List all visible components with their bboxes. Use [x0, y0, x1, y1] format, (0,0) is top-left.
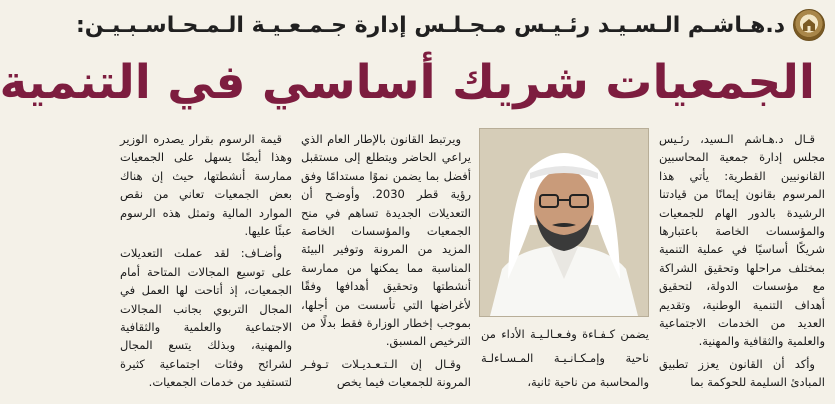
portrait-image-icon — [480, 129, 648, 316]
paragraph: قـال د.هـاشم الـسيد، رئـيس مجلس إدارة جمعية المحاسبين القانونيين القطرية: يأتي هذا المرسوم بقانون إيمانًا من قيادتنا الرشيدة بالدور الهام للجمعيات والمؤسسات الخاصة باعتبارها شريكًا أساسيًا في عملية التنمية بمختلف مراحلها وتحقيق الشراكة مع مؤسسات الدولة، لتحقيق أهداف التنمية الوطنية، وتقديم العديد من الخدمات الاجتماعية والعلمية والثقافية والمهنية. — [659, 132, 825, 349]
building-icon — [800, 16, 818, 34]
kicker-text: د.هـاشـم الـسـيـد رئـيـس مـجـلـس إدارة جـمـعـيـة الـمـحـاسـبـيـن: — [75, 12, 785, 38]
paragraph: وقـال إن الـتـعـديـلات تـوفـر المرونة للجمعيات فيما يخص — [301, 356, 471, 390]
article-column-3 — [301, 130, 471, 400]
article-column-1 — [659, 130, 825, 400]
kicker-bar — [75, 8, 825, 42]
paragraph: وأكد أن القانون يعزز تطبيق المبادئ السليمة للحوكمة بما — [659, 356, 825, 390]
association-logo-icon — [793, 9, 825, 41]
paragraph: وأضـاف: لقد عملت التعديلات على توسيع المجالات المتاحة أمام الجمعيات، إذ أتاحت لها العمل في المجال التربوي بجانب المجالات الاجتماعية والعلمية والثقافية والمهنية، وبذلك يتسع المجال لشرائح وفئات اجتماعية كثيرة لتستفيد من خدمات الجمعيات. — [120, 246, 292, 390]
article-column-4 — [120, 130, 292, 400]
portrait-photo — [479, 128, 649, 317]
headline: الجمعيات شريك أساسي في التنمية — [0, 55, 815, 110]
paragraph: قيمة الرسوم بقرار يصدره الوزير وهذا أيضًا يسهل على الجمعيات ممارسة أنشطتها، حيث إن هناك بعض الجمعيات تعاني من نقص الموارد المالية وتمثل هذه الرسوم عبئًا عليها. — [120, 132, 292, 239]
paragraph: ويرتبط القانون بالإطار العام الذي يراعي الحاضر ويتطلع إلى مستقبل أفضل بما يضمن نموًا مستدامًا وفق رؤية قطر 2030. وأوضـح أن التعديلات الجديدة تساهم في منح الجمعيات والمؤسسات الخاصة المزيد من المرونة وتوفير البيئة المناسبة مما يمكنها من ممارسة أنشطتها وتحقيق أهدافها وفقًا لأغراضها التي تأسست من أجلها، بموجب إخطار الوزارة فقط بدلًا من الترخيص المسبق. — [301, 132, 471, 349]
photo-column-text: يضمن كـفـاءة وفـعـالـيـة الأداء من ناحية وإمـكـانـيـة المـسـاءلـة والمحاسبة من ناحية ثانية، — [481, 327, 649, 389]
